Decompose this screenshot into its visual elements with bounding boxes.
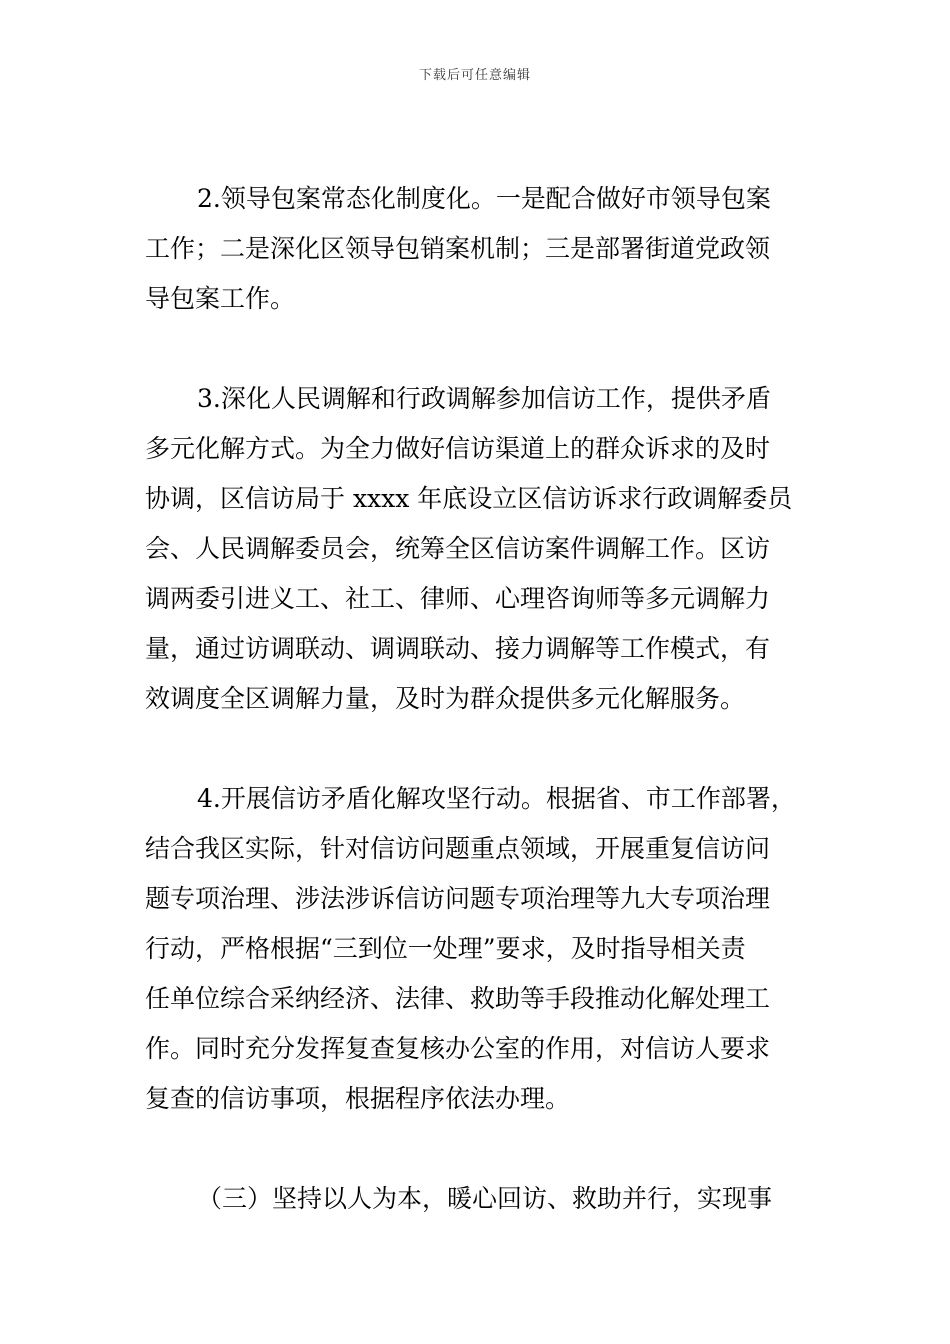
document-body [145,174,809,1224]
paragraph-line: 多元化解方式。为全力做好信访渠道上的群众诉求的及时 [145,434,771,463]
paragraph-gap [145,724,809,774]
paragraph-line: 4.开展信访矛盾化解攻坚行动。根据省、市工作部署， [197,784,796,813]
section-heading-3 [145,1174,809,1224]
paragraph-line: 效调度全区调解力量，及时为群众提供多元化解服务。 [145,684,746,713]
paragraph-line: 行动，严格根据“三到位一处理”要求，及时指导相关责 [145,934,746,963]
paragraph-2 [145,174,809,324]
paragraph-line: 会、人民调解委员会，统筹全区信访案件调解工作。区访 [145,534,771,563]
paragraph-line: 作。同时充分发挥复查复核办公室的作用，对信访人要求 [145,1034,771,1063]
paragraph-line: 3.深化人民调解和行政调解参加信访工作，提供矛盾 [197,384,771,413]
paragraph-4 [145,774,809,1124]
paragraph-3 [145,374,809,724]
section-heading-line: （三）坚持以人为本，暖心回访、救助并行，实现事 [197,1184,773,1213]
paragraph-line: 导包案工作。 [145,284,296,313]
paragraph-line: 工作；二是深化区领导包销案机制；三是部署街道党政领 [145,234,771,263]
paragraph-line: 题专项治理、涉法涉诉信访问题专项治理等九大专项治理 [145,884,771,913]
paragraph-gap [145,324,809,374]
paragraph-line: 协调，区信访局于 xxxx 年底设立区信访诉求行政调解委员 [145,484,793,513]
paragraph-line: 任单位综合采纳经济、法律、救助等手段推动化解处理工 [145,984,771,1013]
paragraph-line: 复查的信访事项，根据程序依法办理。 [145,1084,571,1113]
paragraph-line: 量，通过访调联动、调调联动、接力调解等工作模式，有 [145,634,771,663]
paragraph-line: 调两委引进义工、社工、律师、心理咨询师等多元调解力 [145,584,771,613]
paragraph-line: 结合我区实际，针对信访问题重点领域，开展重复信访问 [145,834,771,863]
paragraph-line: 2.领导包案常态化制度化。一是配合做好市领导包案 [197,184,771,213]
paragraph-gap [145,1124,809,1174]
page-header-note: 下载后可任意编辑 [418,68,531,83]
